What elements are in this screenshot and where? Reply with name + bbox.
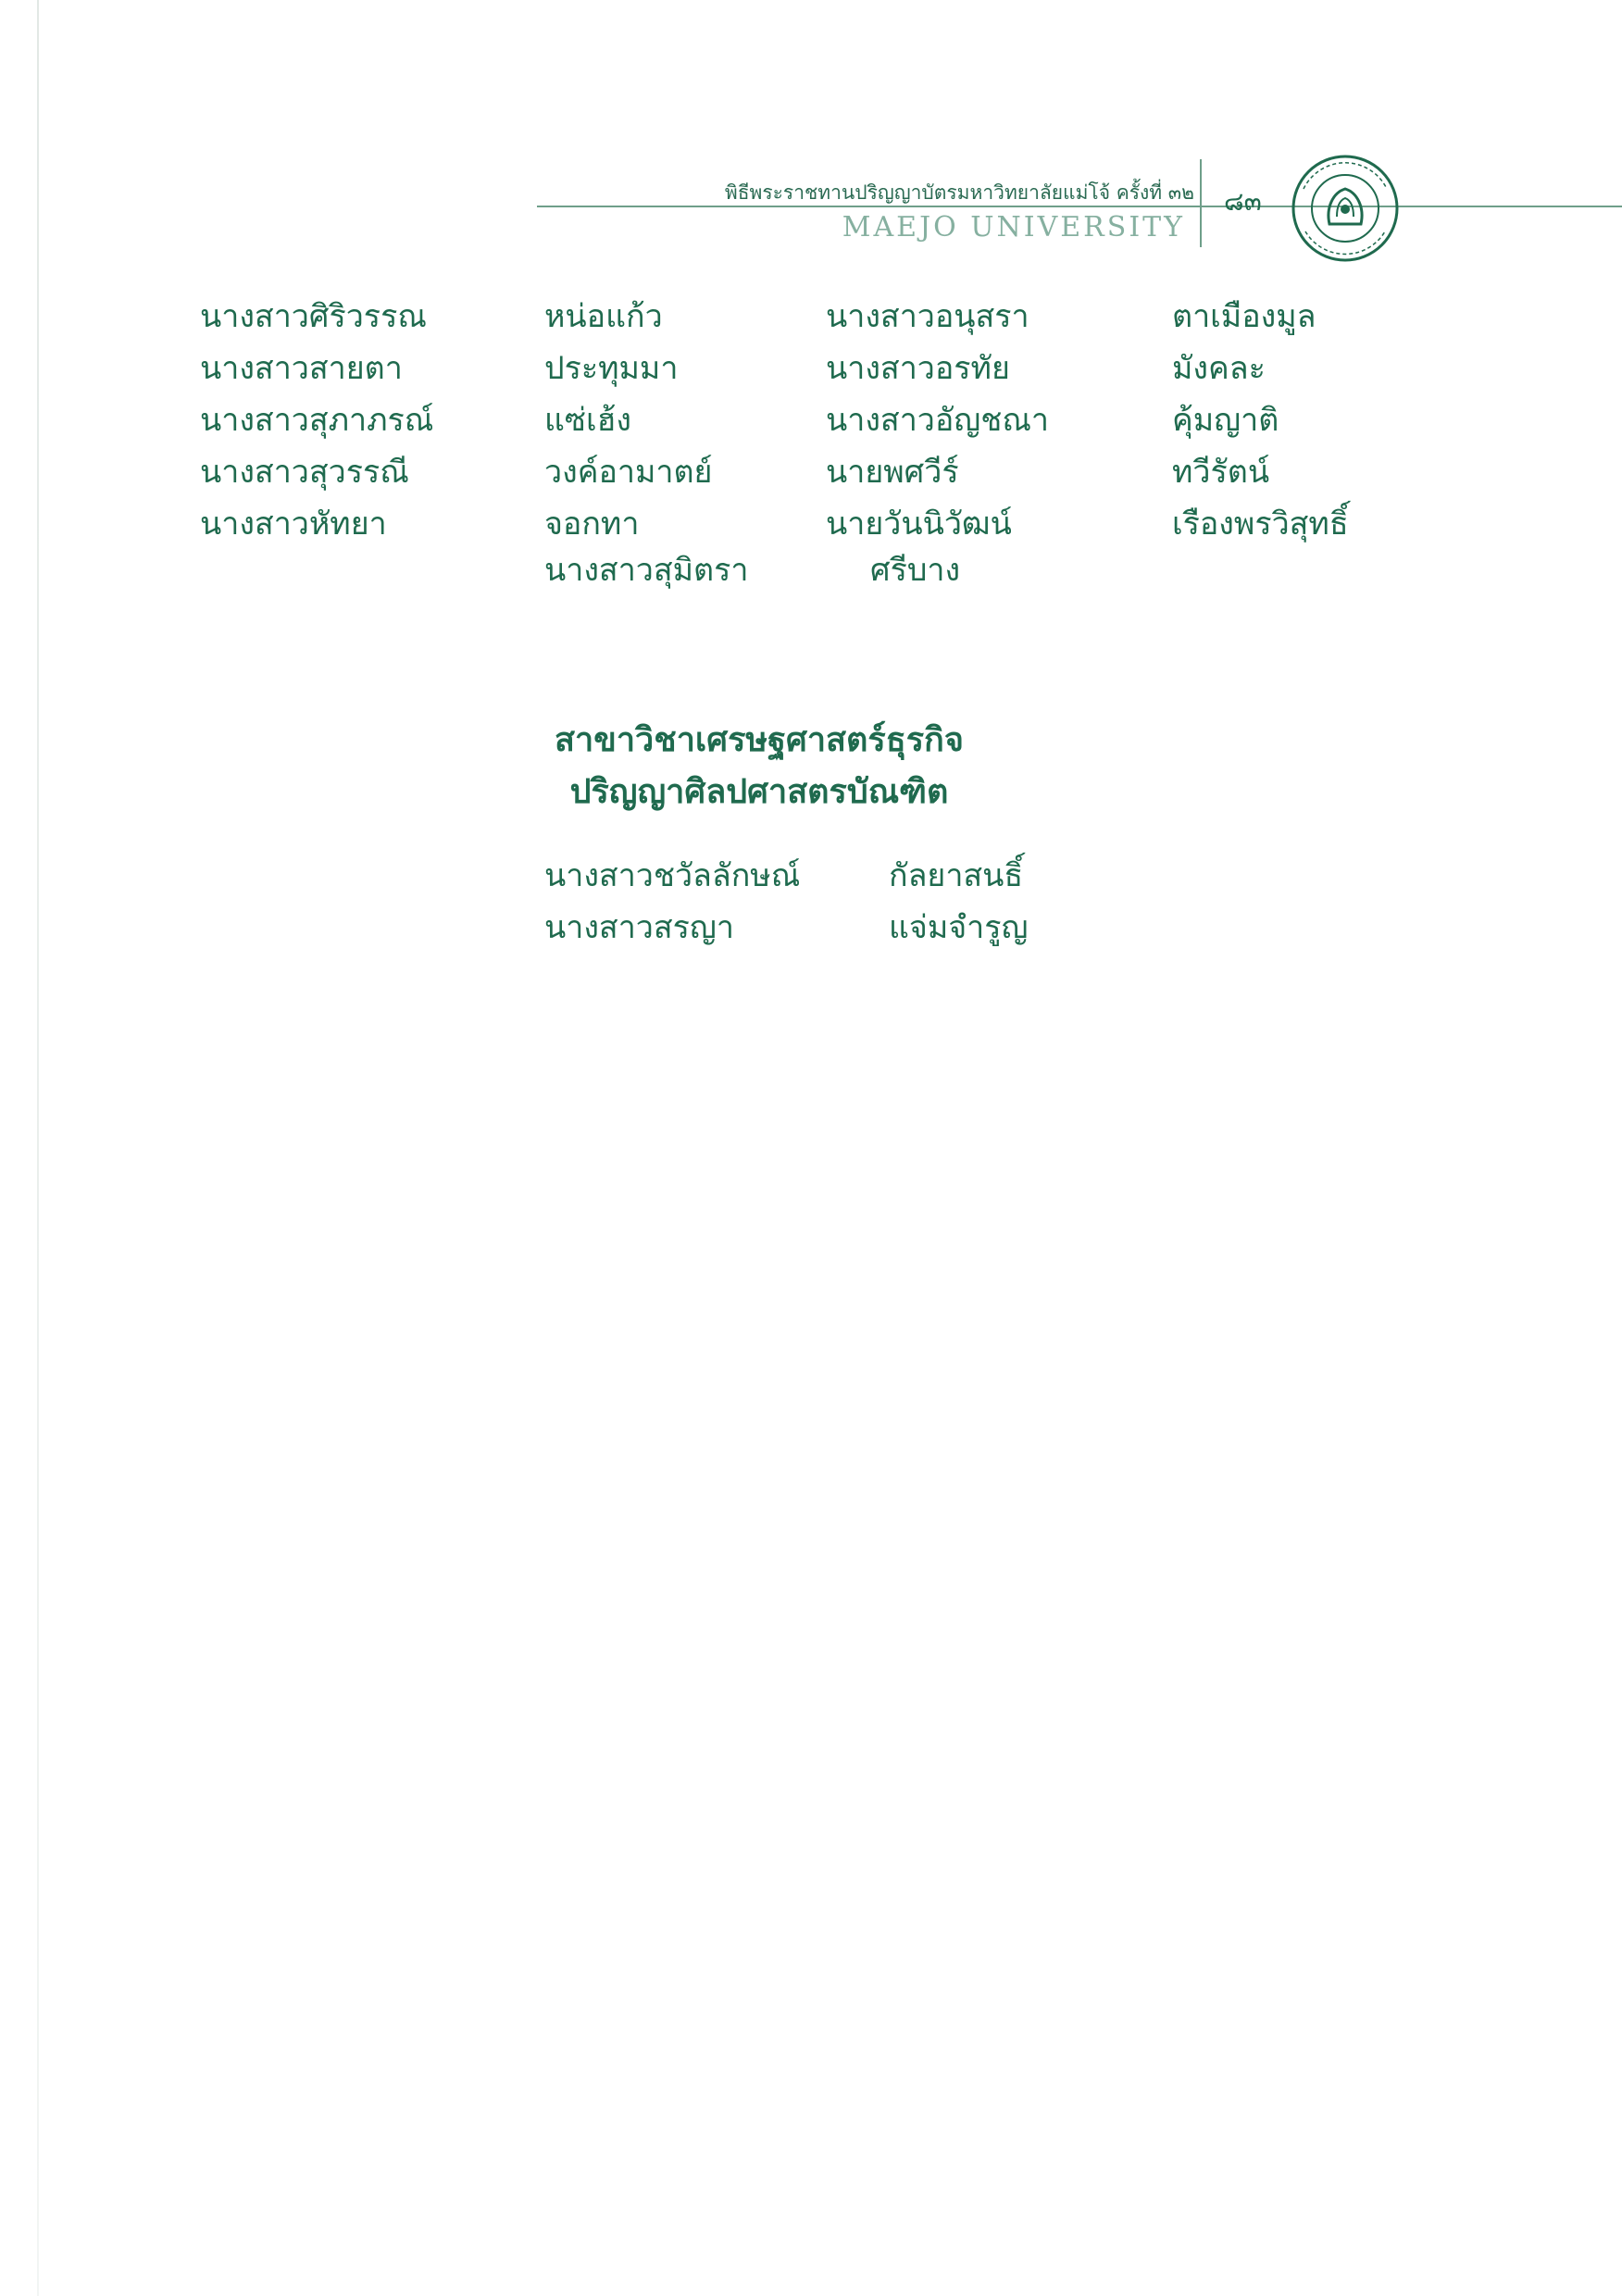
graduate-first-name: นางสาวสายตา	[200, 350, 403, 387]
university-seal-icon	[1285, 152, 1405, 265]
major-heading: สาขาวิชาเศรษฐศาสตร์ธุรกิจ	[555, 721, 964, 759]
graduate-last-name: ประทุมมา	[544, 350, 679, 387]
graduate-first-name: นางสาวสุภาภรณ์	[200, 402, 434, 439]
graduate-last-name: แจ่มจำรูญ	[889, 909, 1029, 946]
university-name: MAEJO UNIVERSITY	[842, 211, 1185, 243]
graduate-last-name: เรืองพรวิสุทธิ์	[1172, 505, 1349, 543]
header-divider	[1200, 159, 1202, 247]
graduate-last-name: หน่อแก้ว	[544, 298, 663, 335]
graduate-last-name: ทวีรัตน์	[1172, 454, 1270, 491]
page-number: ๘๓	[1224, 186, 1262, 217]
graduate-last-name: กัลยาสนธิ์	[889, 857, 1024, 894]
graduate-last-name: วงค์อามาตย์	[544, 454, 713, 491]
graduate-first-name: นางสาวสุวรรณี	[200, 454, 409, 491]
header-rule	[537, 206, 1622, 207]
ceremony-title: พิธีพระราชทานปริญญาบัตรมหาวิทยาลัยแม่โจ้ ครั้งที่ ๓๒	[724, 181, 1194, 204]
graduate-first-name: นางสาวสุมิตรา	[544, 552, 749, 589]
graduate-first-name: นายวันนิวัฒน์	[826, 505, 1012, 543]
graduate-first-name: นางสาวสรญา	[544, 909, 734, 946]
degree-heading: ปริญญาศิลปศาสตรบัณฑิต	[569, 773, 949, 811]
graduate-last-name: ศรีบาง	[870, 552, 961, 589]
scan-edge	[37, 0, 39, 2296]
graduate-first-name: นางสาวศิริวรรณ	[200, 298, 427, 335]
graduate-last-name: จอกทา	[544, 505, 640, 543]
graduate-last-name: แซ่เฮ้ง	[544, 402, 631, 439]
graduate-first-name: นางสาวอนุสรา	[826, 298, 1029, 335]
graduate-last-name: มังคละ	[1172, 350, 1266, 387]
graduate-last-name: คุ้มญาติ	[1172, 402, 1279, 439]
graduate-first-name: นางสาวอรทัย	[826, 350, 1010, 387]
graduate-last-name: ตาเมืองมูล	[1172, 298, 1316, 335]
graduate-first-name: นายพศวีร์	[826, 454, 959, 491]
graduate-first-name: นางสาวหัทยา	[200, 505, 387, 543]
graduate-first-name: นางสาวอัญชณา	[826, 402, 1049, 439]
graduate-first-name: นางสาวชวัลลักษณ์	[544, 857, 801, 894]
